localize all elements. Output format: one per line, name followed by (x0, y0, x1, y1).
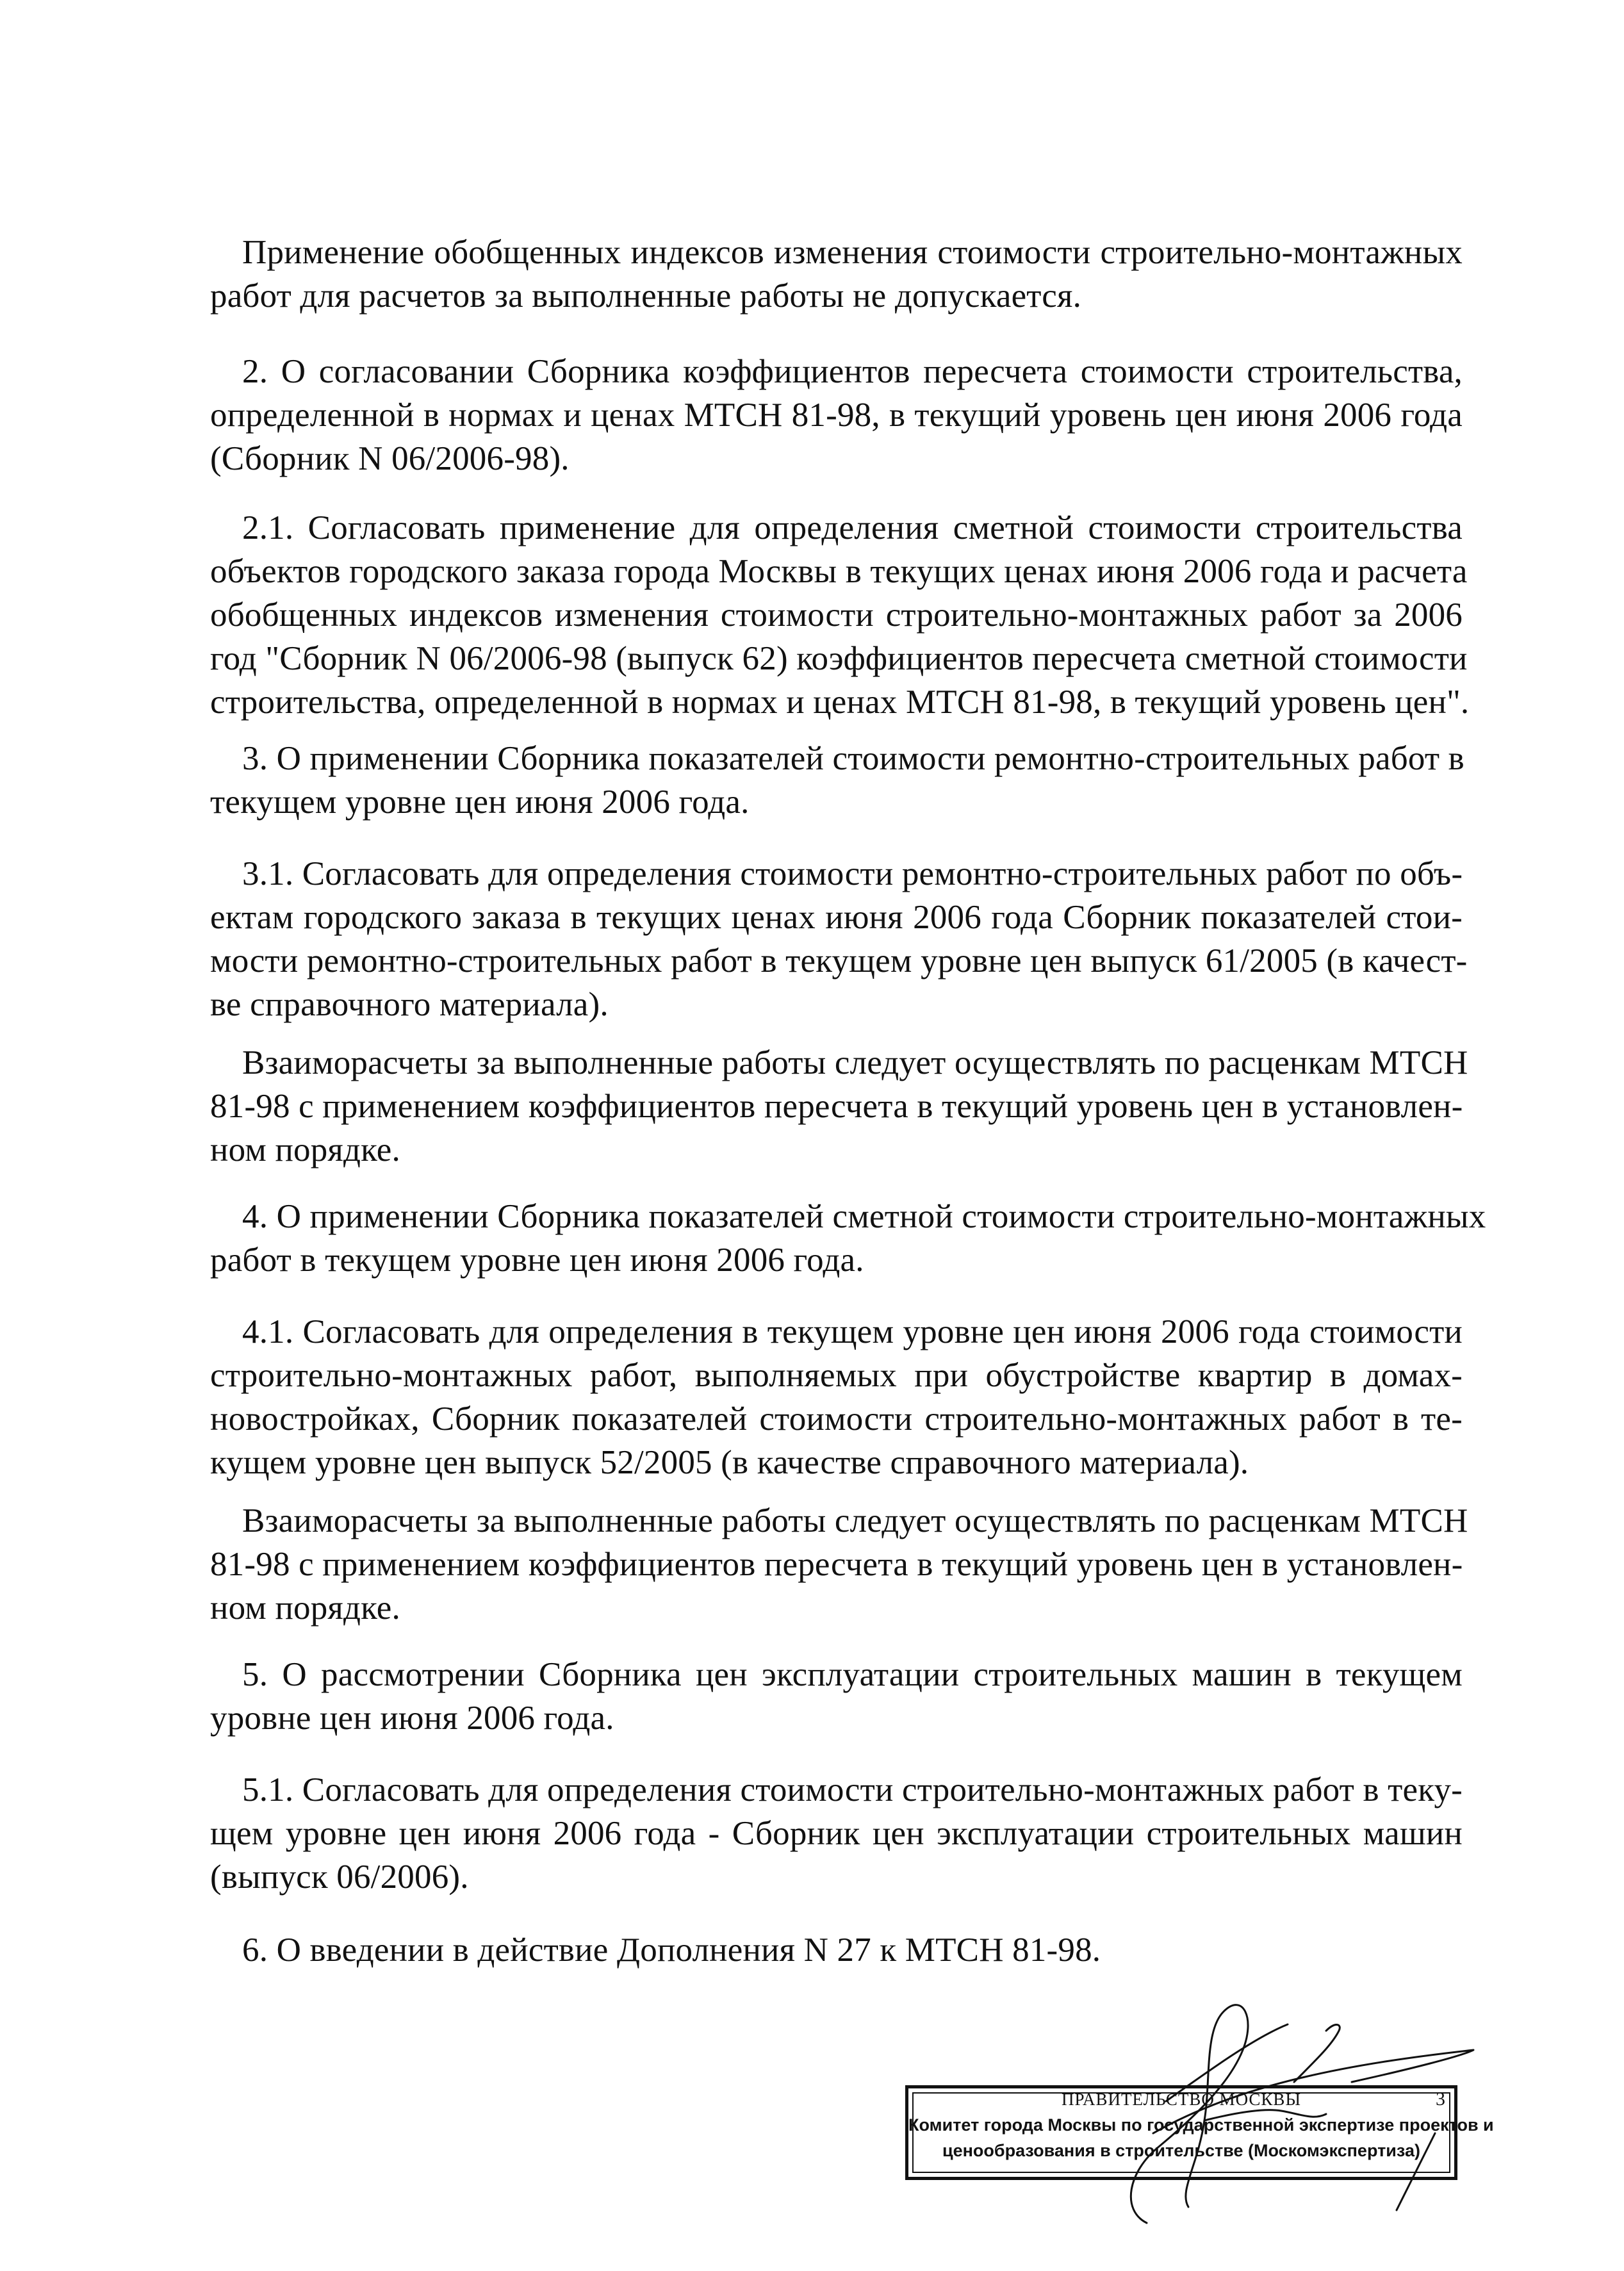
paragraph-4 (210, 737, 1463, 824)
paragraph-6 (210, 1041, 1468, 1172)
text-line: год "Сборник N 06/2006-98 (выпуск 62) коэффициентов пересчета сметной стоимости (210, 640, 1468, 677)
text-line: 4. О применении Сборника показателей сметной стоимости строительно-монтажных (242, 1198, 1486, 1235)
paragraph-11 (210, 1768, 1463, 1899)
text-line: 6. О введении в действие Дополнения N 27 к МТСН 81-98. (242, 1931, 1101, 1969)
text-line: Взаиморасчеты за выполненные работы следует осуществлять по расценкам МТСН (242, 1502, 1468, 1539)
paragraph-2 (210, 350, 1463, 480)
paragraph-3 (210, 506, 1470, 724)
text-line: 81-98 с применением коэффициентов пересчета в текущий уровень цен в установлен- (210, 1088, 1463, 1125)
text-line: Применение обобщенных индексов изменения стоимости строительно-монтажных (242, 234, 1463, 271)
stamp-page-number: 3 (1436, 2088, 1445, 2110)
paragraph-7 (210, 1195, 1486, 1282)
text-line: 2. О согласовании Сборника коэффициентов пересчета стоимости строительства, (242, 353, 1463, 390)
text-line: 81-98 с применением коэффициентов пересчета в текущий уровень цен в установлен- (210, 1546, 1463, 1583)
text-line: обобщенных индексов изменения стоимости строительно-монтажных работ за 2006 (210, 596, 1463, 634)
stamp-committee-label-2: ценообразования в строительстве (Москомэкспертиза) (942, 2141, 1420, 2160)
text-line: текущем уровне цен июня 2006 года. (210, 783, 750, 821)
text-line: 2.1. Согласовать применение для определения сметной стоимости строительства (242, 509, 1463, 546)
text-line: строительно-монтажных работ, выполняемых при обустройстве квартир в домах- (210, 1357, 1463, 1394)
text-line: уровне цен июня 2006 года. (210, 1700, 614, 1737)
text-line: ве справочного материала). (210, 986, 609, 1023)
text-line: 4.1. Согласовать для определения в текущем уровне цен июня 2006 года стоимости (242, 1313, 1463, 1350)
text-line: ном порядке. (210, 1589, 400, 1627)
text-line: мости ремонтно-строительных работ в текущем уровне цен выпуск 61/2005 (в качест- (210, 942, 1468, 980)
stamp-government-label: ПРАВИТЕЛЬСТВО МОСКВЫ (1061, 2090, 1301, 2109)
paragraph-5 (210, 852, 1468, 1026)
text-line: работ для расчетов за выполненные работы не допускается. (210, 277, 1082, 315)
text-line: 5.1. Согласовать для определения стоимости строительно-монтажных работ в теку- (242, 1771, 1463, 1808)
text-line: ном порядке. (210, 1131, 400, 1168)
text-line: ектам городского заказа в текущих ценах июня 2006 года Сборник показателей стои- (210, 899, 1463, 936)
text-line: 3. О применении Сборника показателей стоимости ремонтно-строительных работ в (242, 740, 1464, 777)
text-line: новостройках, Сборник показателей стоимости строительно-монтажных работ в те- (210, 1400, 1463, 1438)
text-line: объектов городского заказа города Москвы в текущих ценах июня 2006 года и расчета (210, 553, 1468, 590)
text-line: кущем уровне цен выпуск 52/2005 (в качестве справочного материала). (210, 1444, 1249, 1481)
text-line: строительства, определенной в нормах и ценах МТСН 81-98, в текущий уровень цен". (210, 684, 1470, 721)
paragraph-9 (210, 1499, 1468, 1630)
paragraph-12 (210, 1928, 1463, 1972)
paragraph-8 (210, 1310, 1463, 1484)
text-line: (Сборник N 06/2006-98). (210, 440, 570, 477)
approval-stamp (905, 2085, 1494, 2180)
text-line: 3.1. Согласовать для определения стоимости ремонтно-строительных работ по объ- (242, 855, 1463, 892)
text-line: щем уровне цен июня 2006 года - Сборник цен эксплуатации строительных машин (210, 1815, 1463, 1852)
text-line: (выпуск 06/2006). (210, 1858, 469, 1896)
text-line: 5. О рассмотрении Сборника цен эксплуатации строительных машин в текущем (242, 1656, 1463, 1693)
signature-stroke (1294, 2025, 1340, 2082)
stamp-committee-label: Комитет города Москвы по государственной экспертизе проектов и (908, 2115, 1494, 2135)
paragraph-1 (210, 231, 1463, 318)
text-line: определенной в нормах и ценах МТСН 81-98, в текущий уровень цен июня 2006 года (210, 397, 1463, 434)
text-line: Взаиморасчеты за выполненные работы следует осуществлять по расценкам МТСН (242, 1044, 1468, 1081)
text-line: работ в текущем уровне цен июня 2006 года. (210, 1242, 864, 1279)
paragraph-10 (210, 1653, 1463, 1740)
